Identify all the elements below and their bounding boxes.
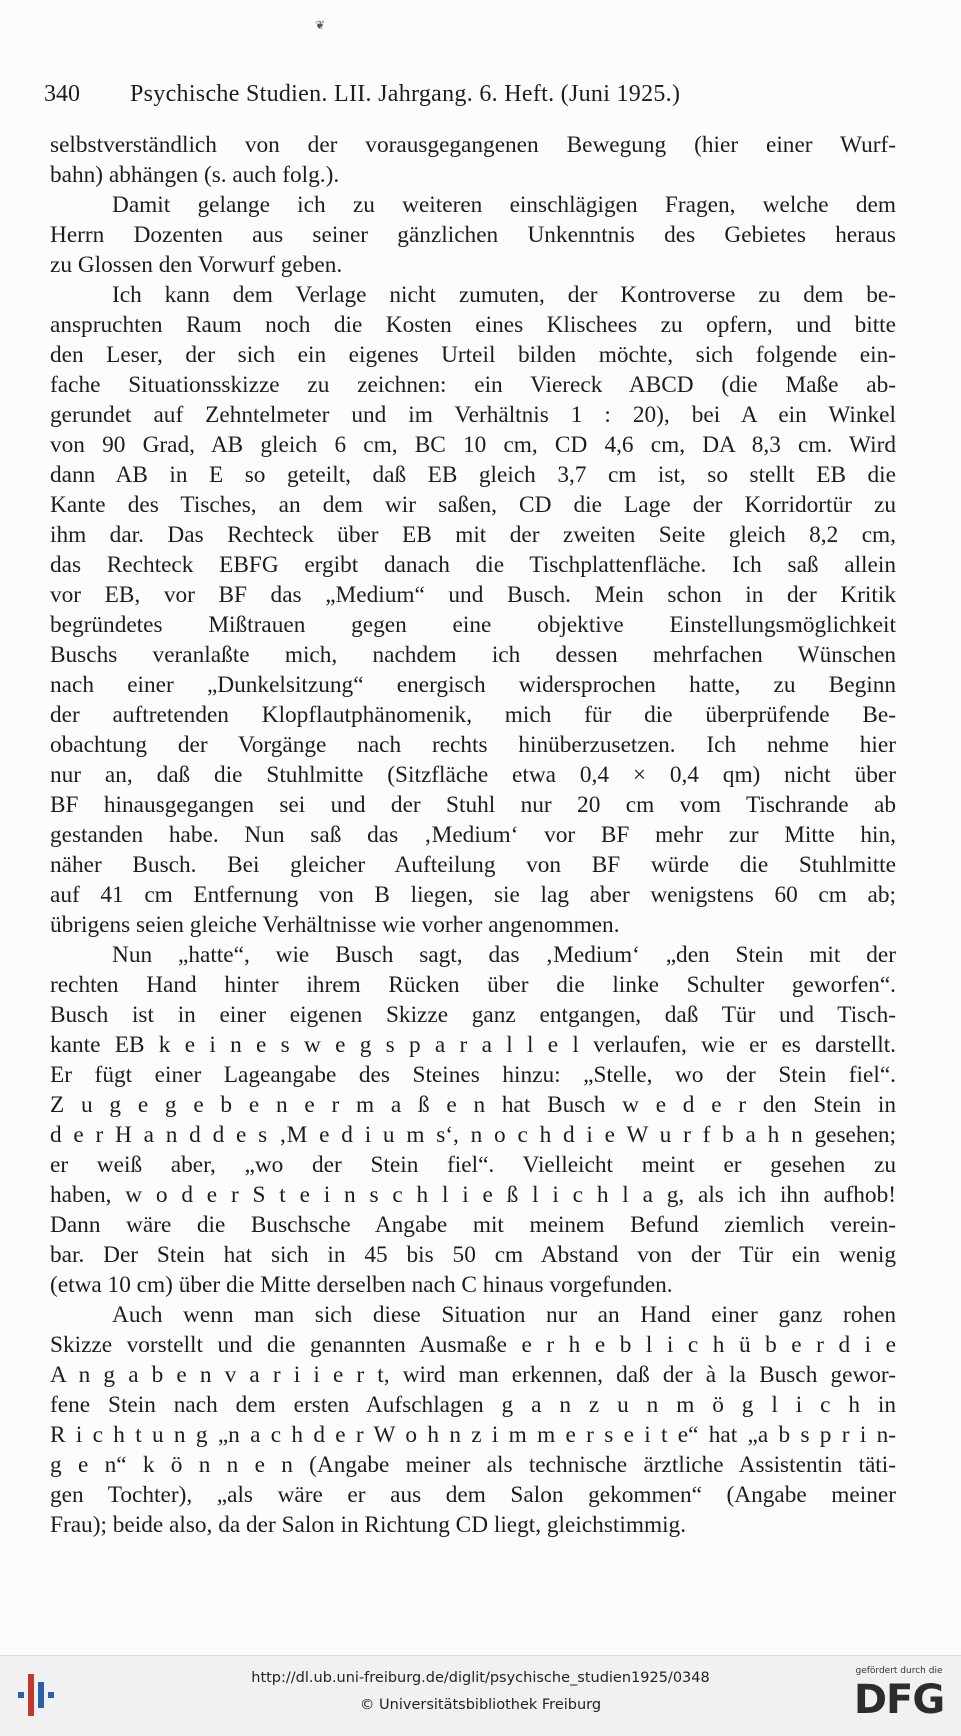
text-line: gestanden habe. Nun saß das ‚Medium‘ vor BF mehr zur Mitte hin, (50, 822, 896, 848)
source-url[interactable]: http://dl.ub.uni-freiburg.de/diglit/psychische_studien1925/0348 (251, 1670, 710, 1686)
paragraph (50, 940, 896, 1300)
text-line: zu Glossen den Vorwurf geben. (50, 252, 343, 278)
paragraph (50, 130, 896, 190)
running-header (44, 76, 924, 112)
body-text (50, 130, 896, 1540)
text-line: A n g a b e n v a r i i e r t, wird man erkennen, daß der à la Busch gewor- (50, 1362, 896, 1388)
text-line: Kante des Tisches, an dem wir saßen, CD die Lage der Korridortür zu (50, 492, 896, 518)
footer-bar (0, 1655, 961, 1736)
text-line: Buschs veranlaßte mich, nachdem ich dessen mehrfachen Wünschen (50, 642, 896, 668)
text-line: der auftretenden Klopflautphänomenik, mich für die überprüfende Be- (50, 702, 896, 728)
text-line: anspruchten Raum noch die Kosten eines Klischees zu opfern, und bitte (50, 312, 896, 338)
text-line: selbstverständlich von der vorausgegangenen Bewegung (hier einer Wurf- (50, 132, 896, 158)
dfg-logo: DFG (853, 1677, 945, 1723)
text-line: Busch ist in einer eigenen Skizze ganz entgangen, daß Tür und Tisch- (50, 1002, 896, 1028)
text-line: haben, w o d e r S t e i n s c h l i e ß l i c h l a g, als ich ihn aufhob! (50, 1182, 896, 1208)
paragraph (50, 190, 896, 280)
text-line: Ich kann dem Verlage nicht zumuten, der Kontroverse zu dem be- (112, 282, 896, 308)
text-line: fene Stein nach dem ersten Aufschlagen g a n z u n m ö g l i c h in (50, 1392, 896, 1418)
text-line: obachtung der Vorgänge nach rechts hinüberzusetzen. Ich nehme hier (50, 732, 896, 758)
text-line: nach einer „Dunkelsitzung“ energisch widersprochen hatte, zu Beginn (50, 672, 896, 698)
text-line: Herrn Dozenten aus seiner gänzlichen Unkenntnis des Gebietes heraus (50, 222, 896, 248)
text-line: Skizze vorstellt und die genannten Ausmaße e r h e b l i c h ü b e r d i e (50, 1332, 896, 1358)
text-line: das Rechteck EBFG ergibt danach die Tischplattenfläche. Ich saß allein (50, 552, 896, 578)
page-number: 340 (44, 81, 80, 107)
text-line: gerundet auf Zehntelmeter und im Verhältnis 1 : 20), bei A ein Winkel (50, 402, 896, 428)
text-line: R i c h t u n g „n a c h d e r W o h n z i m m e r s e i t e“ hat „a b s p r i n- (50, 1422, 896, 1448)
text-line: Z u g e g e b e n e r m a ß e n hat Busch w e d e r den Stein in (50, 1092, 896, 1118)
text-line: auf 41 cm Entfernung von B liegen, sie lag aber wenigstens 60 cm ab; (50, 882, 896, 908)
text-line: von 90 Grad, AB gleich 6 cm, BC 10 cm, CD 4,6 cm, DA 8,3 cm. Wird (50, 432, 896, 458)
text-line: Damit gelange ich zu weiteren einschlägigen Fragen, welche dem (112, 192, 896, 218)
text-line: (etwa 10 cm) über die Mitte derselben nach C hinaus vorgefunden. (50, 1272, 673, 1298)
text-line: kante EB k e i n e s w e g s p a r a l l e l verlaufen, wie er es darstellt. (50, 1032, 896, 1058)
copyright-notice: © Universitätsbibliothek Freiburg (359, 1697, 602, 1713)
text-line: rechten Hand hinter ihrem Rücken über die linke Schulter geworfen“. (50, 972, 896, 998)
text-line: Nun „hatte“, wie Busch sagt, das ‚Medium‘ „den Stein mit der (112, 942, 896, 968)
text-line: begründetes Mißtrauen gegen eine objektive Einstellungsmöglichkeit (50, 612, 896, 638)
ornament-icon: ❦ (314, 18, 326, 32)
paragraph (50, 1300, 896, 1540)
text-line: vor EB, vor BF das „Medium“ und Busch. Mein schon in der Kritik (50, 582, 896, 608)
text-line: Frau); beide also, da der Salon in Richtung CD liegt, gleichstimmig. (50, 1512, 687, 1538)
text-line: ihm dar. Das Rechteck über EB mit der zweiten Seite gleich 8,2 cm, (50, 522, 896, 548)
text-line: Er fügt einer Lageangabe des Steines hinzu: „Stelle, wo der Stein fiel“. (50, 1062, 896, 1088)
text-line: gen Tochter), „als wäre er aus dem Salon gekommen“ (Angabe meiner (50, 1482, 896, 1508)
text-line: bahn) abhängen (s. auch folg.). (50, 162, 340, 188)
text-line: d e r H a n d d e s ‚M e d i u m s‘, n o c h d i e W u r f b a h n gesehen; (50, 1122, 896, 1148)
paragraph (50, 280, 896, 940)
text-line: fache Situationsskizze zu zeichnen: ein Viereck ABCD (die Maße ab- (50, 372, 896, 398)
text-line: bar. Der Stein hat sich in 45 bis 50 cm Abstand von der Tür ein wenig (50, 1242, 896, 1268)
text-line: Dann wäre die Buschsche Angabe mit meinem Befund ziemlich verein- (50, 1212, 896, 1238)
text-line: er weiß aber, „wo der Stein fiel“. Vielleicht meint er gesehen zu (50, 1152, 896, 1178)
text-line: Auch wenn man sich diese Situation nur an Hand einer ganz rohen (112, 1302, 896, 1328)
text-line: g e n“ k ö n n e n (Angabe meiner als technische ärztliche Assistentin täti- (50, 1452, 896, 1478)
text-line: übrigens seien gleiche Verhältnisse wie vorher angenommen. (50, 912, 620, 938)
text-line: nur an, daß die Stuhlmitte (Sitzfläche etwa 0,4 × 0,4 qm) nicht über (50, 762, 896, 788)
text-line: näher Busch. Bei gleicher Aufteilung von BF würde die Stuhlmitte (50, 852, 896, 878)
text-line: den Leser, der sich ein eigenes Urteil bilden möchte, sich folgende ein- (50, 342, 896, 368)
text-line: dann AB in E so geteilt, daß EB gleich 3,7 cm ist, so stellt EB die (50, 462, 896, 488)
funder-caption: gefördert durch die (855, 1666, 943, 1676)
text-line: BF hinausgegangen sei und der Stuhl nur 20 cm vom Tischrande ab (50, 792, 896, 818)
header-title: Psychische Studien. LII. Jahrgang. 6. Heft. (Juni 1925.) (130, 81, 681, 107)
